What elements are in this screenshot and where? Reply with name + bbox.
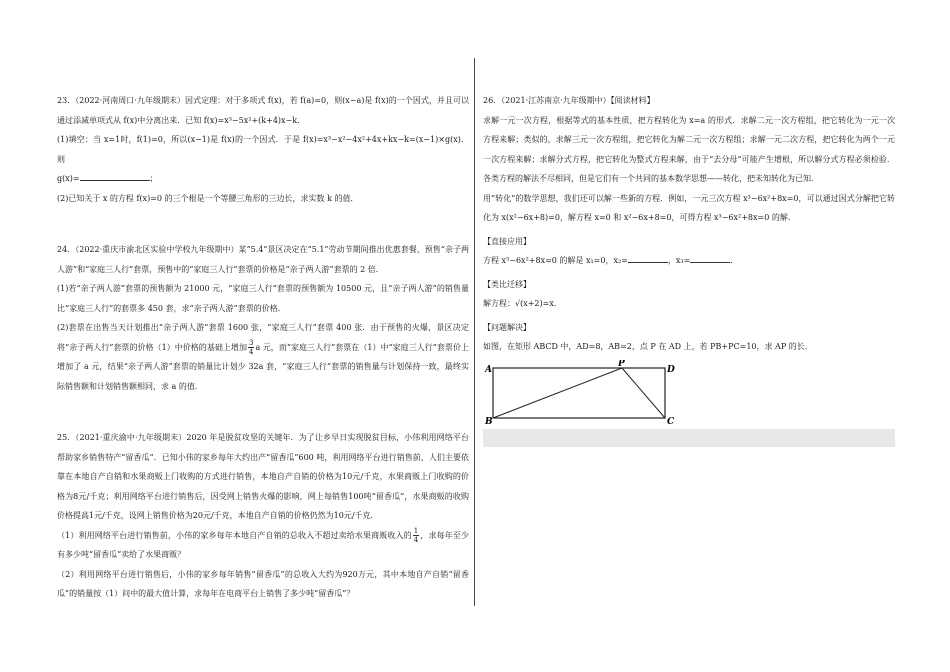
question-25 [57, 428, 469, 604]
q26-s1-text-c: ． [730, 256, 739, 265]
q23-head: 23．（2022·河南周口·九年级期末）因式定理：对于多项式 f(x)，若 f(a)=0，则(x−a)是 f(x)的一个因式，并且可以通过添减单项式从 f(x)中分离出来．已知 f(x)=x³−5x²+(k+4)x−k． [57, 96, 469, 125]
q24-head: 24．（2022·重庆市渝北区实验中学校九年级期中）某“5.4”景区决定在“5.1”劳动节期间推出优惠套餐，预售“亲子两人游”和“家庭三人行”套票，预售中的“家庭三人行”套票的价格是“亲子两人游”套票的 2 倍． [57, 245, 469, 274]
q26-intro2: 用“转化”的数学思想，我们还可以解一些新的方程．例如，一元三次方程 x³−6x²+8x=0，可以通过因式分解把它转化为 x(x²−6x+8)=0，解方程 x=0 和 x²−6x+8=0，可得方程 x³−6x²+8x=0 的解． [483, 193, 895, 222]
q25-head: 25．（2021·重庆渝中·九年级期末）2020 年是脱贫攻坚的关键年．为了让乡早日实现脱贫目标，小伟利用网络平台帮助家乡销售特产“留香瓜”．已知小伟的家乡每年大约出产“留香瓜”600 吨，利用网络平台进行销售前，人们主要依靠在本地自产自销和水果商贩上门收购的方式进行销售，本地自产自销的价格为10元/千克，水果商贩上门收购的价格为8元/千克；利用网络平台进行销售后，因受网上销售火爆的影响，网上每销售100吨“留香瓜”，水果商贩的收购价格提高1元/千克，设网上销售价格为20元/千克，本地自产自销的价格仍然为10元/千克． [57, 433, 469, 520]
q23-gx-end: ； [149, 174, 158, 183]
q25-part1 [57, 526, 469, 565]
q26-s1-text-a: 方程 x³−6x²+8x=0 的解是 x₁=0，x₂= [483, 256, 628, 265]
q25-part1-text-b: ，求每年至少有多少吨“留香瓜”卖给了水果商贩？ [57, 530, 469, 559]
label-c: C [667, 417, 675, 427]
q24-part2-text-b: a 元，而“家庭三人行”套票在（1）中“家庭三人行”套票价上增加了 a 元，结果“亲子两人游”套票的销量比计划少 32a 套，“家庭三人行”套票的销售量与计划保持一致，最终实际销售额和计划销售额相同，求 a 的值． [57, 342, 469, 391]
q24-part1: (1)若“亲子两人游”套票的预售额为 21000 元，“家庭三人行”套票的预售额为 10500 元，且“亲子两人游”的销售量比“家庭三人行”的套票多 450 套，求“亲子两人游”套票的价格． [57, 284, 469, 313]
q25-fraction [413, 527, 419, 544]
rectangle-figure [483, 360, 683, 430]
shaded-bar [483, 429, 895, 447]
q23-part1-answer [57, 169, 469, 189]
segment-pc [622, 368, 665, 418]
left-column [57, 91, 469, 604]
q23-part1: (1)填空：当 x=1时，f(1)=0，所以(x−1)是 f(x)的一个因式．于是 f(x)=x³−x²−4x²+4x+kx−k=(x−1)×g(x)．则 [57, 135, 469, 164]
segment-pb [493, 368, 622, 418]
q24-frac-num: 3 [248, 339, 254, 347]
question-24 [57, 240, 469, 396]
question-23 [57, 91, 469, 208]
q26-x3-blank[interactable] [690, 253, 730, 263]
q26-section2-title: 【类比迁移】 [483, 279, 531, 289]
q25-frac-den: 4 [413, 536, 419, 544]
q26-section3-title: 【问题解决】 [483, 322, 531, 332]
q26-section1 [483, 251, 895, 271]
column-divider [474, 58, 475, 606]
q24-part2-text-a: (2)套票在出售当天计划推出“亲子两人游”套票 1600 张，“家庭三人行”套票 400 张．由于预售的火爆，景区决定将“亲子两人行”套票的价格（1）中价格的基础上增加 [57, 323, 469, 352]
right-column [483, 91, 895, 357]
q25-frac-num: 1 [413, 527, 419, 535]
rect-abcd [493, 368, 665, 418]
label-a: A [485, 365, 492, 375]
q26-intro: 求解一元一次方程，根据等式的基本性质，把方程转化为 x=a 的形式．求解二元一次方程组，把它转化为一元一次方程来解；类似的，求解三元一次方程组，把它转化为解二元一次方程组；求解一元二次方程，把它转化为两个一元一次方程来解；求解分式方程，把它转化为整式方程来解，由于“去分母”可能产生增根，所以解分式方程必须检验．各类方程的解法不尽相同，但是它们有一个共同的基本数学思想——转化，把未知转化为已知． [483, 115, 895, 183]
q26-section1-title: 【直接应用】 [483, 236, 531, 246]
q25-part2: （2）利用网络平台进行销售后，小伟的家乡每年销售“留香瓜”的总收入大约为920万元，其中本地自产自销“留香瓜”的销量按（1）问中的最大值计算，求每年在电商平台上销售了多少吨“留香瓜”？ [57, 569, 469, 598]
q26-section3: 如图，在矩形 ABCD 中，AD=8，AB=2，点 P 在 AD 上，若 PB+PC=10，求 AP 的长． [483, 342, 813, 351]
q23-answer-blank[interactable] [80, 171, 150, 181]
q24-frac-den: 4 [248, 348, 254, 356]
label-p: P [618, 360, 625, 369]
question-26 [483, 91, 895, 357]
q26-section2: 解方程：√(x+2)=x． [483, 299, 562, 308]
label-d: D [667, 365, 675, 375]
q25-part1-text-a: （1）利用网络平台进行销售前，小伟的家乡每年本地自产自销的总收入不超过卖给水果商贩收入的 [57, 530, 412, 540]
q23-part2: (2)已知关于 x 的方程 f(x)=0 的三个根是一个等腰三角形的三边长，求实数 k 的值． [57, 193, 359, 203]
q26-head: 26．（2021·江苏南京·九年级期中）【阅读材料】 [483, 96, 655, 105]
q26-x2-blank[interactable] [628, 253, 668, 263]
q24-part2 [57, 318, 469, 396]
q26-s1-text-b: ，x₃= [667, 256, 691, 265]
label-b: B [485, 417, 493, 427]
q23-gx-label: g(x)= [57, 174, 80, 183]
q24-fraction [248, 339, 254, 356]
